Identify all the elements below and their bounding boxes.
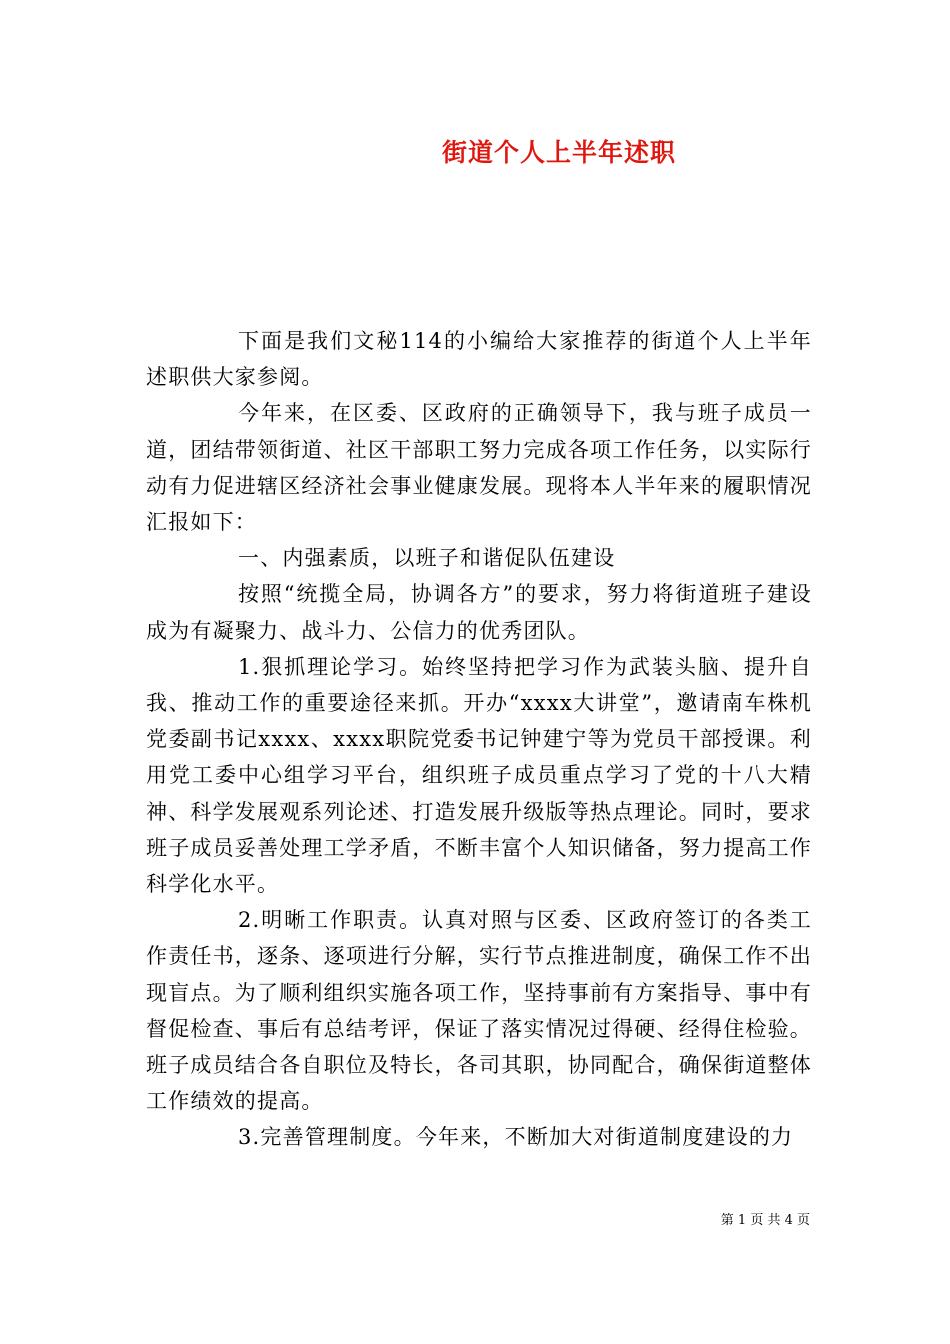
paragraph-opening: 今年来，在区委、区政府的正确领导下，我与班子成员一道，团结带领街道、社区干部职工努力完成各项工作任务，以实际行动有力促进辖区经济社会事业健康发展。现将本人半年来的履职情况汇报如下：	[146, 401, 812, 535]
document-body	[146, 323, 812, 1156]
section-heading-1: 一、内强素质，以班子和谐促队伍建设	[238, 546, 616, 571]
paragraph-requirement: 按照“统揽全局，协调各方”的要求，努力将街道班子建设成为有凝聚力、战斗力、公信力的优秀团队。	[146, 582, 812, 643]
document-title: 街道个人上半年述职	[441, 138, 676, 167]
paragraph-intro: 下面是我们文秘114的小编给大家推荐的街道个人上半年述职供大家参阅。	[146, 329, 812, 390]
page-number-footer: 第 1 页 共 4 页	[720, 1213, 810, 1228]
paragraph-item-1: 1.狠抓理论学习。始终坚持把学习作为武装头脑、提升自我、推动工作的重要途径来抓。开办“xxxx大讲堂”，邀请南车株机党委副书记xxxx、xxxx职院党委书记钟建宁等为党员干部授课。利用党工委中心组学习平台，组织班子成员重点学习了党的十八大精神、科学发展观系列论述、打造发展升级版等热点理论。同时，要求班子成员妥善处理工学矛盾，不断丰富个人知识储备，努力提高工作科学化水平。	[146, 654, 812, 897]
paragraph-item-2: 2.明晰工作职责。认真对照与区委、区政府签订的各类工作责任书，逐条、逐项进行分解，实行节点推进制度，确保工作不出现盲点。为了顺利组织实施各项工作，坚持事前有方案指导、事中有督促检查、事后有总结考评，保证了落实情况过得硬、经得住检验。班子成员结合各自职位及特长，各司其职，协同配合，确保街道整体工作绩效的提高。	[146, 908, 812, 1114]
paragraph-item-3: 3.完善管理制度。今年来，不断加大对街道制度建设的力	[238, 1125, 794, 1150]
